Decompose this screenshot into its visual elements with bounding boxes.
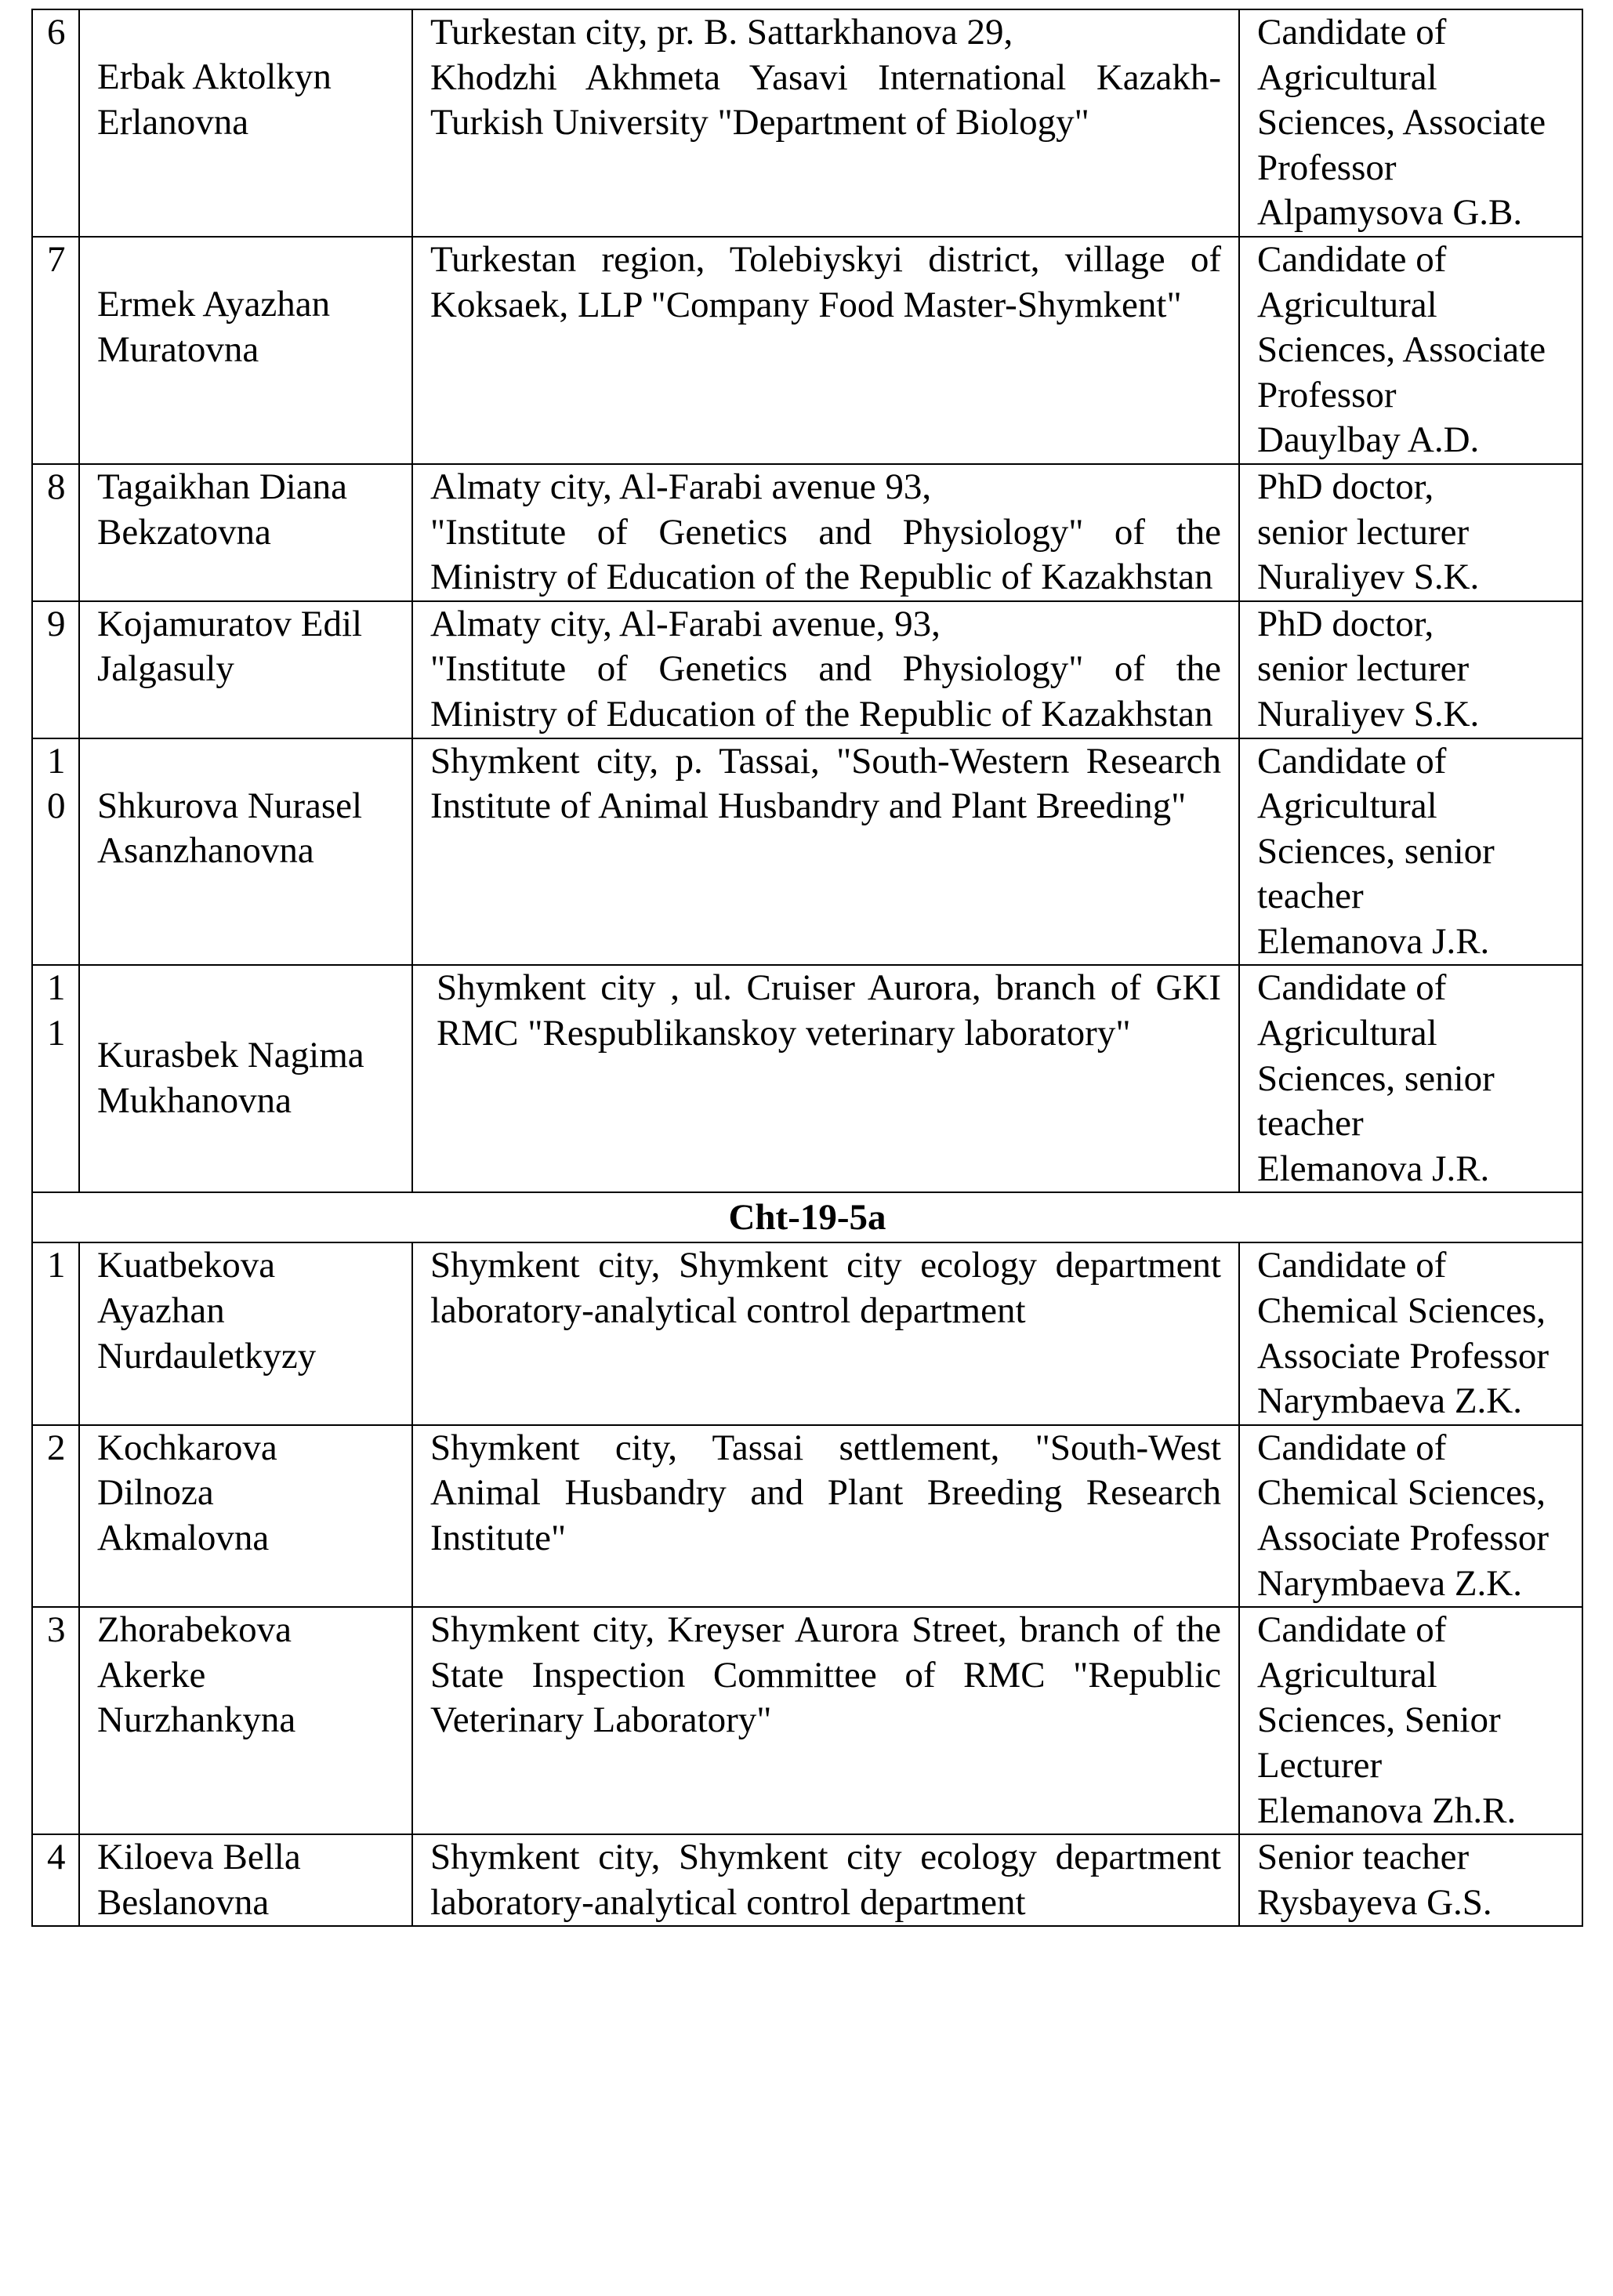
supervisor: Candidate of Chemical Sciences, Associate Professor Narymbaeva Z.K. — [1239, 1242, 1582, 1424]
table-row — [32, 965, 1582, 1192]
student-name: Ermek Ayazhan Muratovna — [79, 237, 412, 464]
student-name: Zhorabekova Akerke Nurzhankyna — [79, 1607, 412, 1834]
row-number: 7 — [32, 237, 79, 464]
practice-place: Almaty city, Al-Farabi avenue 93, "Institute of Genetics and Physiology" of the Ministry of Education of the Republic of Kazakhstan — [412, 464, 1239, 601]
student-name: Kojamuratov Edil Jalgasuly — [79, 601, 412, 738]
row-number: 6 — [32, 9, 79, 237]
row-number: 10 — [32, 738, 79, 966]
supervisor: Senior teacher Rysbayeva G.S. — [1239, 1834, 1582, 1926]
row-number: 9 — [32, 601, 79, 738]
practice-place: Almaty city, Al-Farabi avenue, 93, "Institute of Genetics and Physiology" of the Ministry of Education of the Republic of Kazakhstan — [412, 601, 1239, 738]
student-name: Tagaikhan Diana Bekzatovna — [79, 464, 412, 601]
row-number: 8 — [32, 464, 79, 601]
table-row — [32, 464, 1582, 601]
table-row — [32, 1242, 1582, 1424]
practice-place: Shymkent city, p. Tassai, "South-Western Research Institute of Animal Husbandry and Plant Breeding" — [412, 738, 1239, 966]
student-name: Erbak Aktolkyn Erlanovna — [79, 9, 412, 237]
practice-place: Shymkent city , ul. Cruiser Aurora, branch of GKI RMC "Respublikanskoy veterinary laboratory" — [412, 965, 1239, 1192]
supervisor: Candidate of Agricultural Sciences, Associate Professor Dauylbay A.D. — [1239, 237, 1582, 464]
row-number: 3 — [32, 1607, 79, 1834]
table-row — [32, 738, 1582, 966]
table-row — [32, 1607, 1582, 1834]
row-number: 4 — [32, 1834, 79, 1926]
practice-place: Shymkent city, Kreyser Aurora Street, branch of the State Inspection Committee of RMC "Republic Veterinary Laboratory" — [412, 1607, 1239, 1834]
supervisor: Candidate of Agricultural Sciences, Associate Professor Alpamysova G.B. — [1239, 9, 1582, 237]
row-number: 1 — [32, 1242, 79, 1424]
student-name: Kurasbek Nagima Mukhanovna — [79, 965, 412, 1192]
student-name: Kiloeva Bella Beslanovna — [79, 1834, 412, 1926]
supervisor: PhD doctor, senior lecturer Nuraliyev S.K. — [1239, 464, 1582, 601]
table-row — [32, 9, 1582, 237]
table-row — [32, 601, 1582, 738]
student-name: Kochkarova Dilnoza Akmalovna — [79, 1425, 412, 1607]
table-row — [32, 237, 1582, 464]
student-name: Shkurova Nurasel Asanzhanovna — [79, 738, 412, 966]
table-row — [32, 1834, 1582, 1926]
practice-place: Shymkent city, Shymkent city ecology department laboratory-analytical control department — [412, 1834, 1239, 1926]
practice-place: Turkestan region, Tolebiyskyi district, village of Koksaek, LLP "Company Food Master-Shymkent" — [412, 237, 1239, 464]
supervisor: Candidate of Chemical Sciences, Associate Professor Narymbaeva Z.K. — [1239, 1425, 1582, 1607]
table-row — [32, 1425, 1582, 1607]
supervisor: Candidate of Agricultural Sciences, senior teacher Elemanova J.R. — [1239, 965, 1582, 1192]
supervisor: Candidate of Agricultural Sciences, senior teacher Elemanova J.R. — [1239, 738, 1582, 966]
practice-place: Shymkent city, Tassai settlement, "South-West Animal Husbandry and Plant Breeding Research Institute" — [412, 1425, 1239, 1607]
row-number: 11 — [32, 965, 79, 1192]
group-heading: Cht-19-5a — [32, 1192, 1582, 1242]
practice-placement-table — [31, 9, 1583, 1927]
group-heading-row — [32, 1192, 1582, 1242]
student-name: Kuatbekova Ayazhan Nurdauletkyzy — [79, 1242, 412, 1424]
supervisor: Candidate of Agricultural Sciences, Senior Lecturer Elemanova Zh.R. — [1239, 1607, 1582, 1834]
supervisor: PhD doctor, senior lecturer Nuraliyev S.K. — [1239, 601, 1582, 738]
row-number: 2 — [32, 1425, 79, 1607]
practice-place: Turkestan city, pr. B. Sattarkhanova 29, Khodzhi Akhmeta Yasavi International Kazakh-Turkish University "Department of Biology" — [412, 9, 1239, 237]
practice-place: Shymkent city, Shymkent city ecology department laboratory-analytical control department — [412, 1242, 1239, 1424]
